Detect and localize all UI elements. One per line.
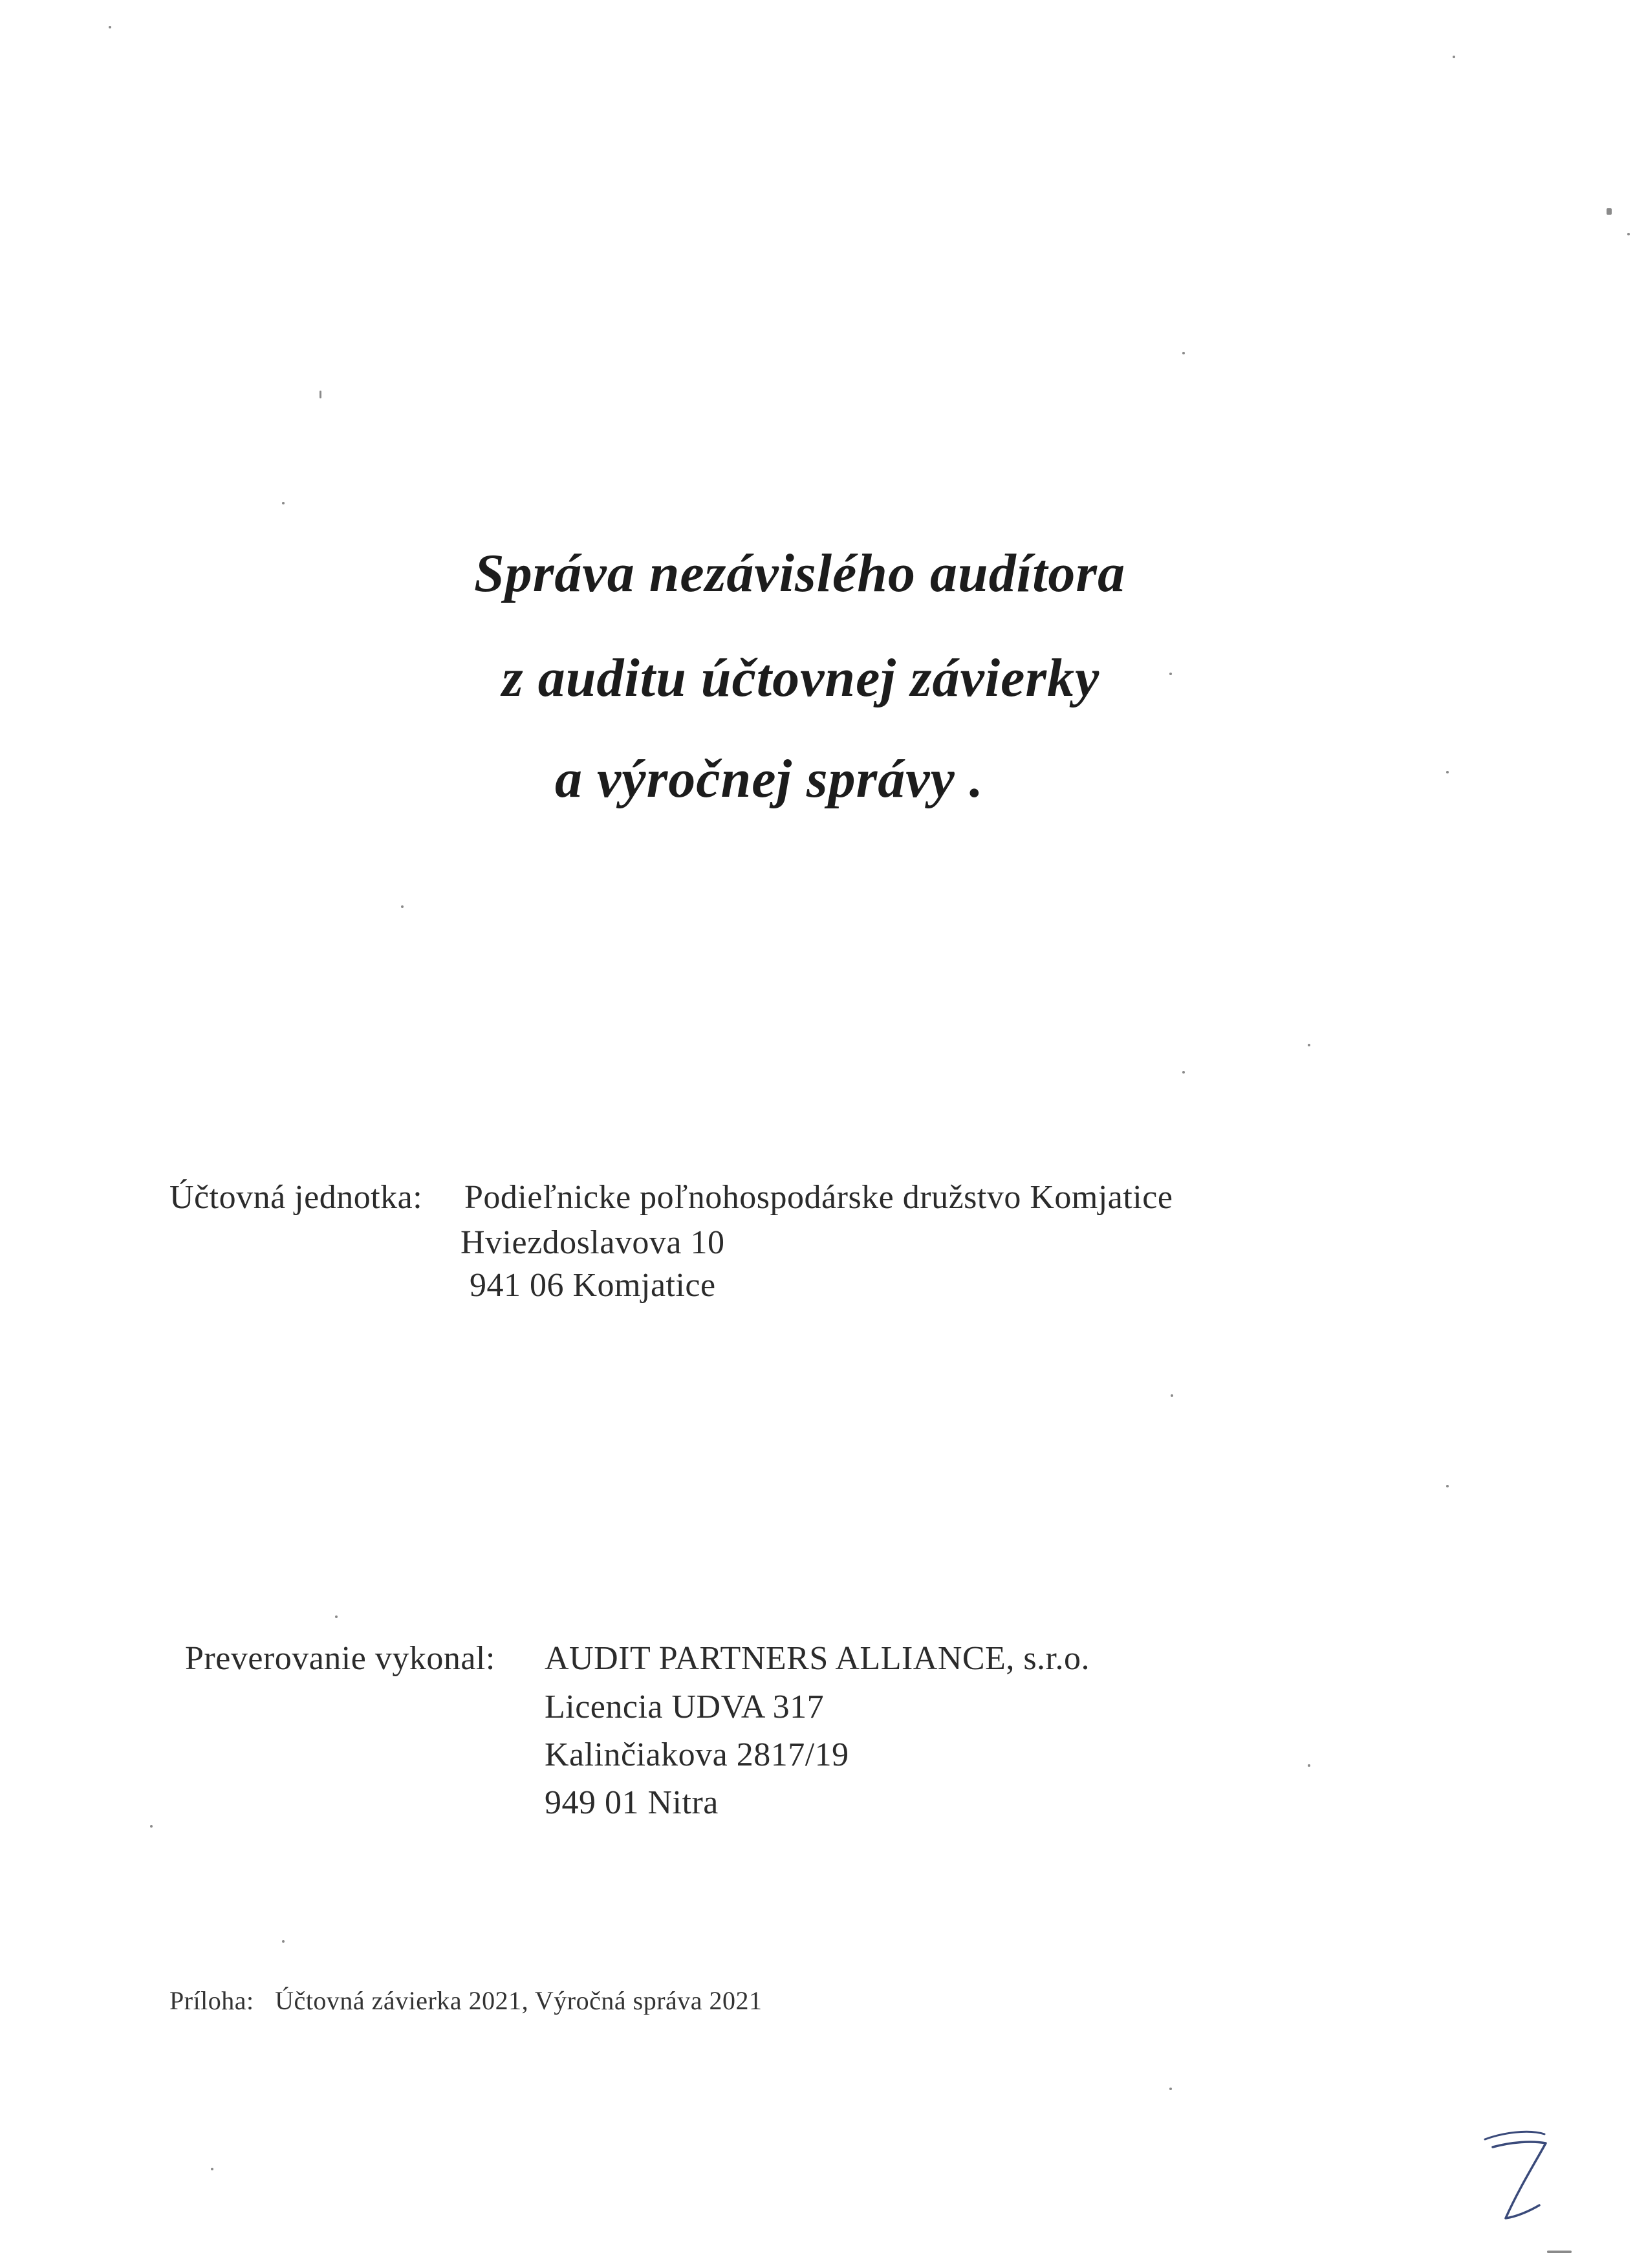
scan-speck: [1547, 2251, 1572, 2253]
title-line-3: a výročnej správy .: [555, 749, 984, 809]
scan-speck: [150, 1825, 153, 1828]
scan-speck: [1308, 1044, 1310, 1046]
annex-label: Príloha:: [169, 1986, 254, 2015]
title-line-2: z auditu účtovnej závierky: [502, 648, 1100, 708]
scan-speck: [335, 1615, 338, 1618]
auditor-city: 949 01 Nitra: [545, 1784, 719, 1821]
scan-speck: [1171, 1394, 1173, 1397]
auditor-name: AUDIT PARTNERS ALLIANCE, s.r.o.: [545, 1640, 1090, 1677]
scan-speck: [1453, 56, 1455, 58]
scan-speck: [282, 1940, 285, 1943]
scan-speck: [1182, 352, 1185, 354]
accounting-unit-label: Účtovná jednotka:: [169, 1179, 423, 1216]
accounting-unit-street: Hviezdoslavova 10: [460, 1224, 725, 1261]
accounting-unit-city: 941 06 Komjatice: [470, 1267, 716, 1304]
scan-speck: [319, 391, 321, 398]
scan-speck: [211, 2168, 213, 2170]
scan-speck: [1607, 208, 1612, 215]
scan-speck: [1169, 2088, 1172, 2090]
annex-value: Účtovná závierka 2021, Výročná správa 2021: [275, 1986, 763, 2015]
scan-speck: [401, 905, 404, 908]
scan-speck: [1308, 1764, 1310, 1767]
scan-speck: [1627, 233, 1630, 235]
auditor-street: Kalinčiakova 2817/19: [545, 1736, 849, 1773]
scan-speck: [109, 26, 111, 28]
scan-speck: [1169, 673, 1172, 675]
scan-speck: [282, 502, 285, 504]
handwritten-page-number: [1467, 2115, 1557, 2231]
scan-speck: [1446, 771, 1449, 773]
scan-speck: [1446, 1485, 1449, 1487]
accounting-unit-name: Podieľnicke poľnohospodárske družstvo Komjatice: [464, 1179, 1173, 1216]
auditor-license: Licencia UDVA 317: [545, 1689, 825, 1725]
scan-speck: [1182, 1071, 1185, 1074]
annex-line: [169, 1985, 763, 2016]
title-line-1: Správa nezávislého audítora: [474, 543, 1126, 603]
auditor-label: Preverovanie vykonal:: [185, 1640, 495, 1677]
